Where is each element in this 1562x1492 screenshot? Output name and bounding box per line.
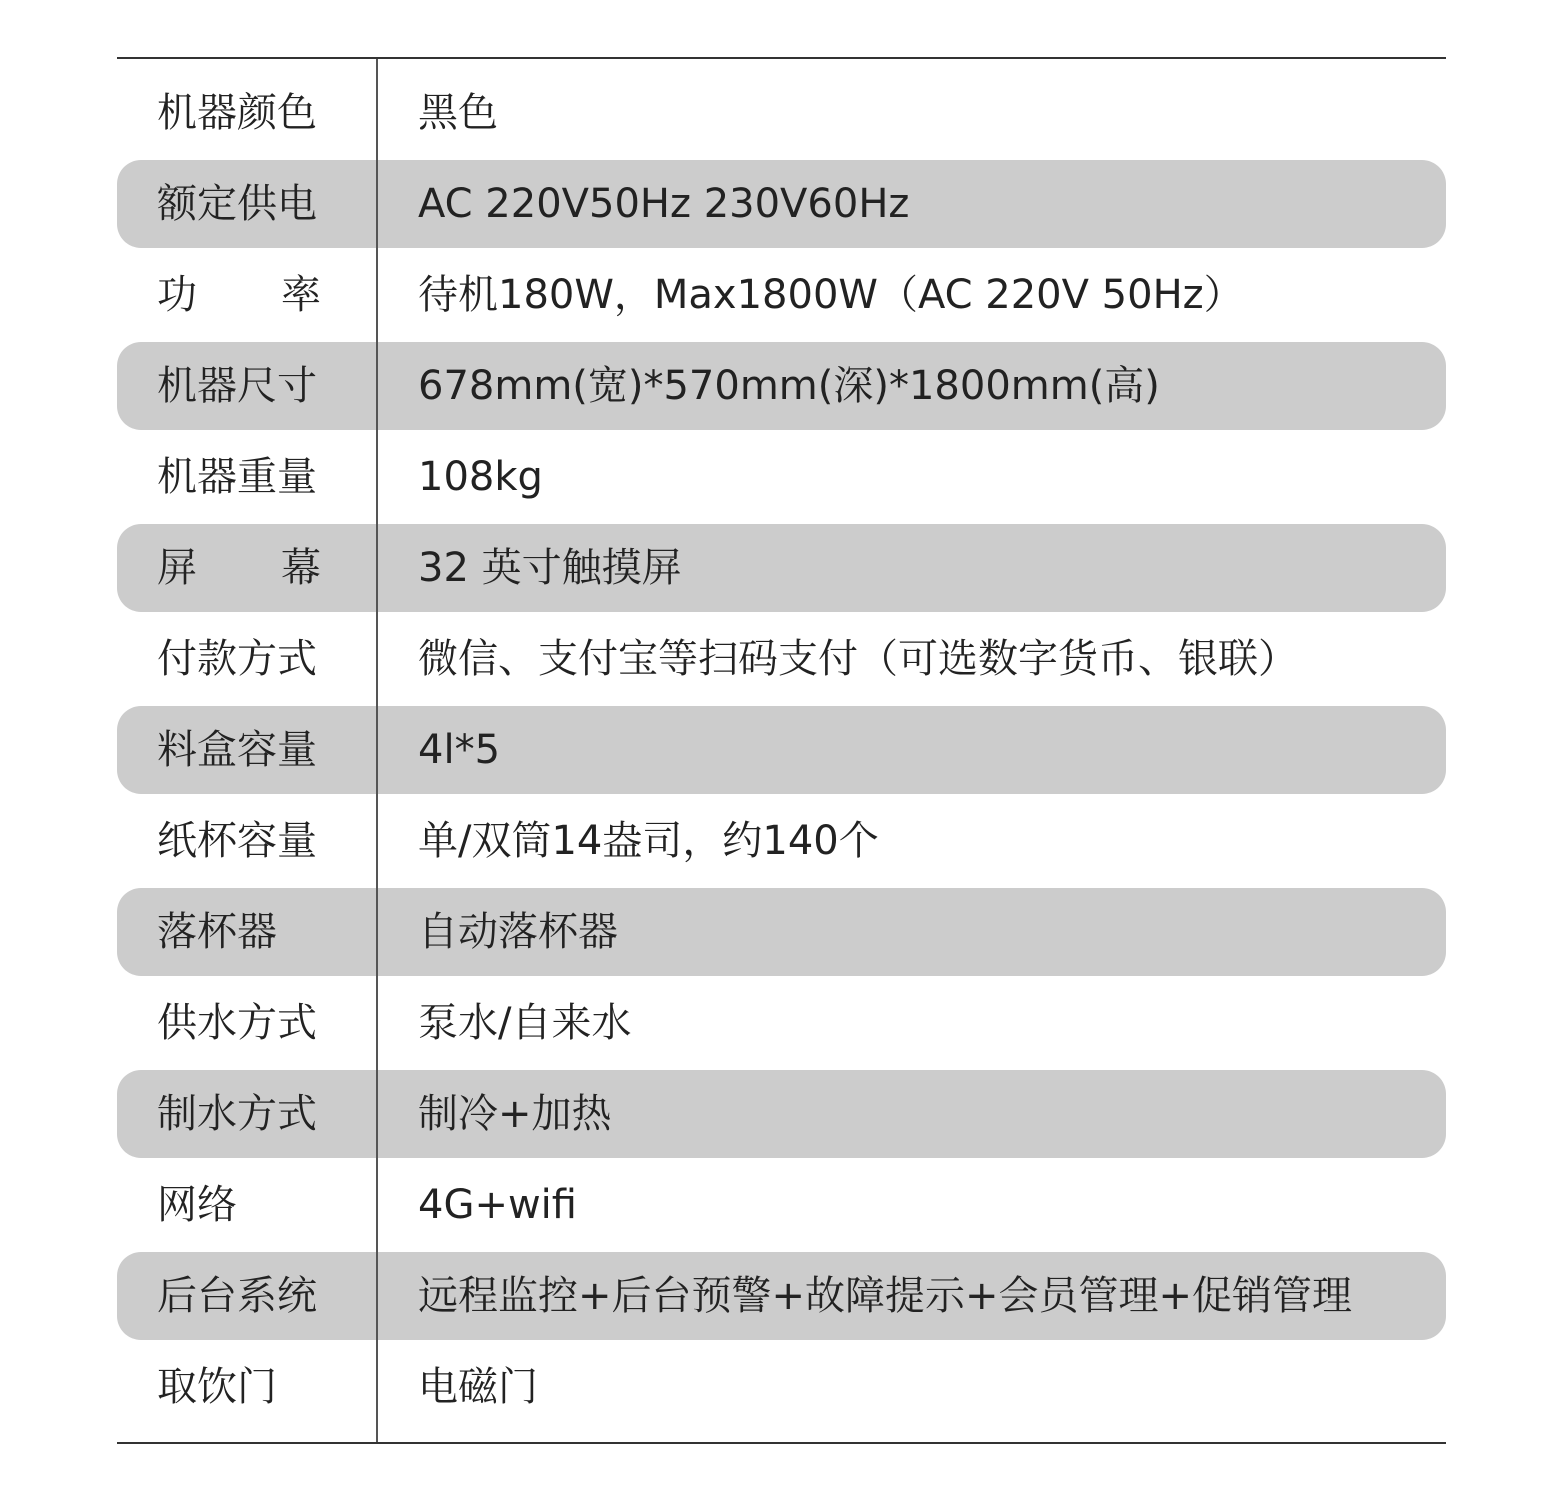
spec-label: 机器重量: [157, 454, 317, 500]
spec-value: 自动落杯器: [418, 909, 618, 955]
spec-table: [117, 57, 1446, 1444]
spec-label-char: 屏: [157, 545, 197, 591]
spec-label: 料盒容量: [157, 727, 317, 773]
spec-row-cup-capacity: [117, 797, 1446, 885]
spec-value: 黑色: [418, 90, 498, 136]
spec-label: 网络: [157, 1182, 237, 1228]
spec-label: 制水方式: [157, 1091, 317, 1137]
spec-row-color: [117, 69, 1446, 157]
spec-value: 制冷+加热: [418, 1091, 612, 1137]
spec-label-char: 率: [281, 272, 321, 318]
spec-row-power: [117, 251, 1446, 339]
spec-value: 待机180W，Max1800W（AC 220V 50Hz）: [418, 272, 1244, 318]
spec-value: AC 220V50Hz 230V60Hz: [418, 181, 910, 227]
spec-label-char: 功: [157, 272, 197, 318]
spec-label: 付款方式: [157, 636, 317, 682]
spec-label: 机器颜色: [157, 90, 317, 136]
spec-label: [157, 251, 321, 339]
spec-row-water-treatment: [117, 1070, 1446, 1158]
spec-value: 单/双筒14盎司，约140个: [418, 818, 879, 864]
spec-value: 电磁门: [418, 1364, 538, 1410]
spec-row-water-supply: [117, 979, 1446, 1067]
spec-row-weight: [117, 433, 1446, 521]
spec-label: 落杯器: [157, 909, 277, 955]
spec-row-pickup-door: [117, 1343, 1446, 1431]
spec-row-cup-dispenser: [117, 888, 1446, 976]
spec-value: 4l*5: [418, 727, 501, 773]
spec-value: 4G+wifi: [418, 1182, 577, 1228]
spec-row-hopper-capacity: [117, 706, 1446, 794]
spec-value: 108kg: [418, 454, 543, 500]
spec-row-network: [117, 1161, 1446, 1249]
spec-label: 取饮门: [157, 1364, 277, 1410]
spec-label: 供水方式: [157, 1000, 317, 1046]
spec-value: 678mm(宽)*570mm(深)*1800mm(高): [418, 363, 1160, 409]
spec-label: 机器尺寸: [157, 363, 317, 409]
spec-label: 后台系统: [157, 1273, 317, 1319]
spec-label: 纸杯容量: [157, 818, 317, 864]
spec-label: [157, 524, 321, 612]
spec-rows: [117, 69, 1446, 1434]
spec-row-screen: [117, 524, 1446, 612]
spec-label-char: 幕: [281, 545, 321, 591]
spec-value: 32 英寸触摸屏: [418, 545, 682, 591]
spec-row-backend-system: [117, 1252, 1446, 1340]
spec-value: 泵水/自来水: [418, 1000, 632, 1046]
spec-label: 额定供电: [157, 181, 317, 227]
spec-value: 微信、支付宝等扫码支付（可选数字货币、银联）: [418, 636, 1298, 682]
spec-row-dimensions: [117, 342, 1446, 430]
spec-row-payment: [117, 615, 1446, 703]
column-divider: [376, 59, 378, 1442]
spec-value: 远程监控+后台预警+故障提示+会员管理+促销管理: [418, 1273, 1353, 1319]
spec-row-power-supply: [117, 160, 1446, 248]
